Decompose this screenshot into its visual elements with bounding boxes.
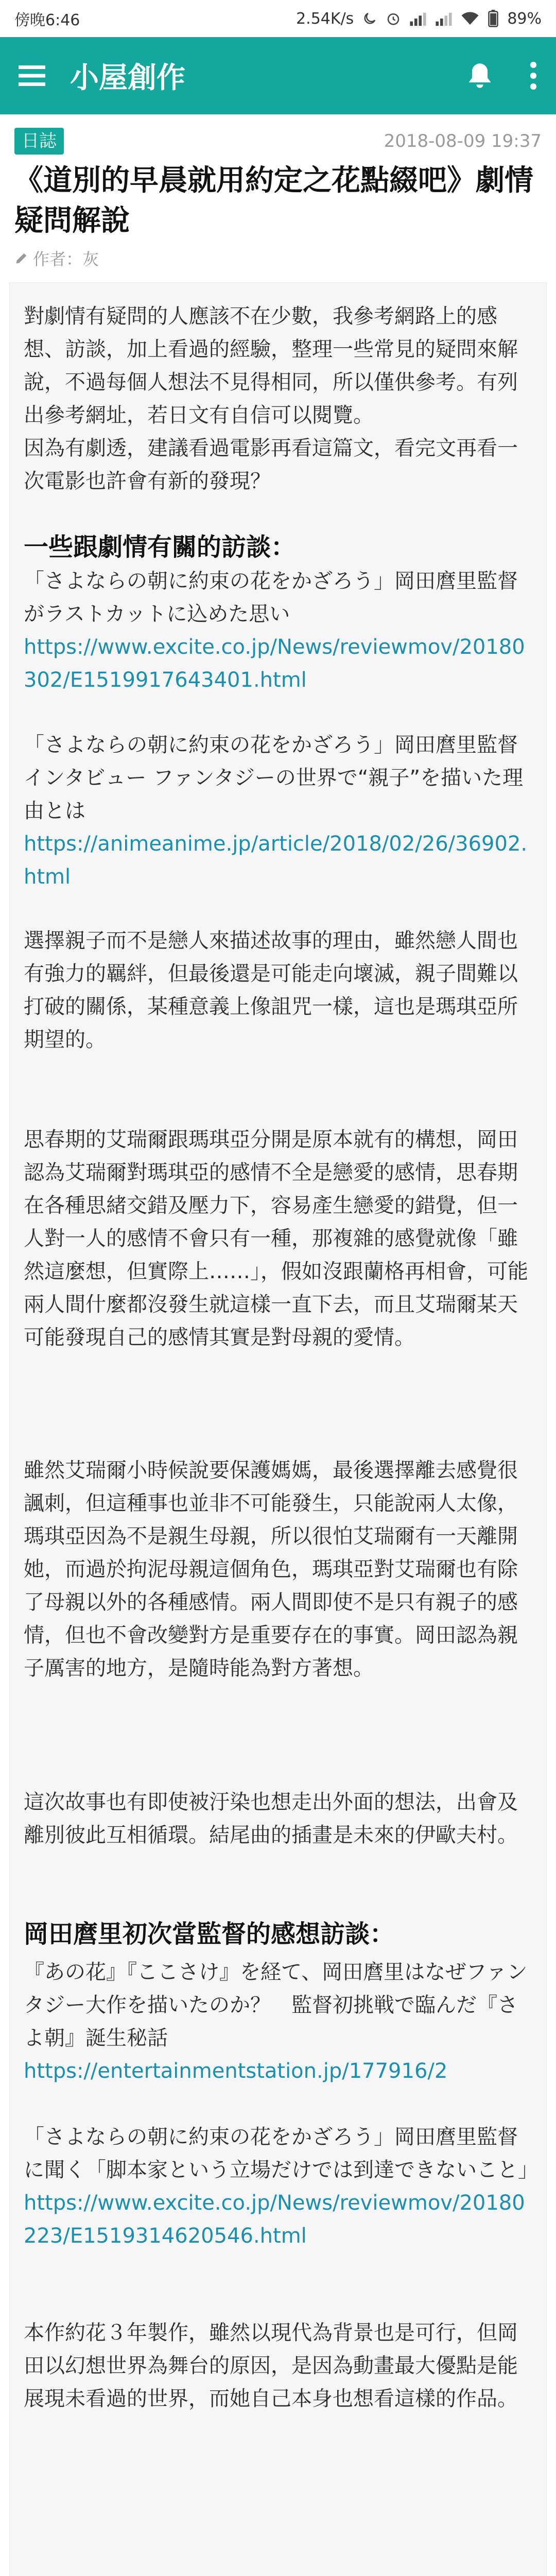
post-date: 2018-08-09 19:37: [384, 131, 542, 151]
bell-icon[interactable]: [466, 61, 493, 90]
reference-block: [24, 1956, 533, 2088]
reference-block: [24, 728, 533, 893]
article-paragraph: 選擇親子而不是戀人來描述故事的理由，雖然戀人間也有強力的羈絆，但最後還是可能走向壞滅，親子間難以打破的關係，某種意義上像詛咒一樣，這也是瑪琪亞所期望的。: [24, 929, 518, 1052]
battery-level: 89%: [507, 9, 542, 28]
hamburger-menu-icon[interactable]: [19, 65, 45, 86]
post-meta: [0, 127, 556, 156]
battery-icon: [488, 10, 499, 27]
app-title: 小屋創作: [70, 61, 185, 95]
author-name[interactable]: 作者：灰: [33, 249, 99, 269]
article-paragraph: 因為有劇透，建議看過電影再看這篇文，看完文再看一次電影也許會有新的發現？: [24, 436, 518, 493]
author-row: [14, 246, 99, 270]
pencil-icon: [14, 251, 29, 265]
moon-icon: [362, 11, 377, 26]
reference-link[interactable]: https://www.excite.co.jp/News/reviewmov/20180302/E1519917643401.html: [24, 635, 525, 692]
reference-block: [24, 565, 533, 697]
article-paragraph: 本作約花３年製作，雖然以現代為背景也是可行，但岡田以幻想世界為舞台的原因，是因為動畫最大優點是能展現未看過的世界，而她自己本身也想看這樣的作品。: [24, 2321, 518, 2411]
category-badge[interactable]: 日誌: [14, 128, 64, 155]
reference-link[interactable]: https://www.excite.co.jp/News/reviewmov/20180223/E1519314620546.html: [24, 2191, 525, 2248]
article-paragraph: 思春期的艾瑞爾跟瑪琪亞分開是原本就有的構想，岡田認為艾瑞爾對瑪琪亞的感情不全是戀愛的感情，思春期在各種思緒交錯及壓力下，容易產生戀愛的錯覺，但一人對一人的感情不會只有一種，那複雜的感覺就像「雖然這麼想，但實際上……」，假如沒跟蘭格再相會，可能兩人間什麼都沒發生就這樣一直下去，而且艾瑞爾某天可能發現自己的感情其實是對母親的愛情。: [24, 1128, 528, 1349]
article-paragraph: 這次故事也有即使被汙染也想走出外面的想法，出會及離別彼此互相循環。結尾曲的插畫是未來的伊歐夫村。: [24, 1790, 518, 1847]
article-paragraph: 雖然艾瑞爾小時候說要保護媽媽，最後選擇離去感覺很諷刺，但這種事也並非不可能發生，只能說兩人太像，瑪琪亞因為不是親生母親，所以很怕艾瑞爾有一天離開她，而過於拘泥母親這個角色，瑪琪亞對艾瑞爾也有除了母親以外的各種感情。兩人間即使不是只有親子的感情，但也不會改變對方是重要存在的事實。岡田認為親子厲害的地方，是隨時能為對方著想。: [24, 1459, 518, 1680]
section-heading: 一些跟劇情有關的訪談：: [24, 533, 296, 562]
reference-title: 『あの花』『ここさけ』を経て、岡田麿里はなぜファンタジー大作を描いたのか？ 監督初挑戦で臨んだ『さよ朝』誕生秘話: [24, 1960, 528, 2050]
status-icons: [296, 10, 542, 28]
more-vertical-icon[interactable]: [529, 61, 537, 90]
status-bar: [0, 0, 556, 37]
post-title: 《道別的早晨就用約定之花點綴吧》劇情疑問解說: [14, 164, 533, 238]
status-time: 傍晚6:46: [14, 11, 80, 29]
signal-icon-2: [435, 11, 453, 26]
reference-link[interactable]: https://entertainmentstation.jp/177916/2: [24, 2059, 448, 2083]
reference-block: [24, 2121, 538, 2252]
network-speed: 2.54K/s: [296, 9, 354, 28]
app-bar: [0, 37, 556, 114]
reference-title: 「さよならの朝に約束の花をかざろう」岡田麿里監督インタビュー ファンタジーの世界で“親子”を描いた理由とは: [24, 733, 524, 823]
reference-title: 「さよならの朝に約束の花をかざろう」岡田麿里監督に聞く「脚本家という立場だけでは到達できないこと」: [24, 2125, 538, 2182]
wifi-icon: [461, 11, 479, 26]
section-heading: 岡田麿里初次當監督的感想訪談：: [24, 1920, 395, 1948]
reference-title: 「さよならの朝に約束の花をかざろう」岡田麿里監督がラストカットに込めた思い: [24, 569, 518, 626]
article-paragraph: 對劇情有疑問的人應該不在少數，我參考網路上的感想、訪談，加上看過的經驗，整理一些常見的疑問來解說，不過每個人想法不見得相同，所以僅供參考。有列出參考網址，若日文有自信可以閱覽。: [24, 304, 518, 427]
reference-link[interactable]: https://animeanime.jp/article/2018/02/26/36902.html: [24, 832, 528, 889]
alarm-icon: [386, 11, 401, 26]
signal-icon: [409, 11, 427, 26]
